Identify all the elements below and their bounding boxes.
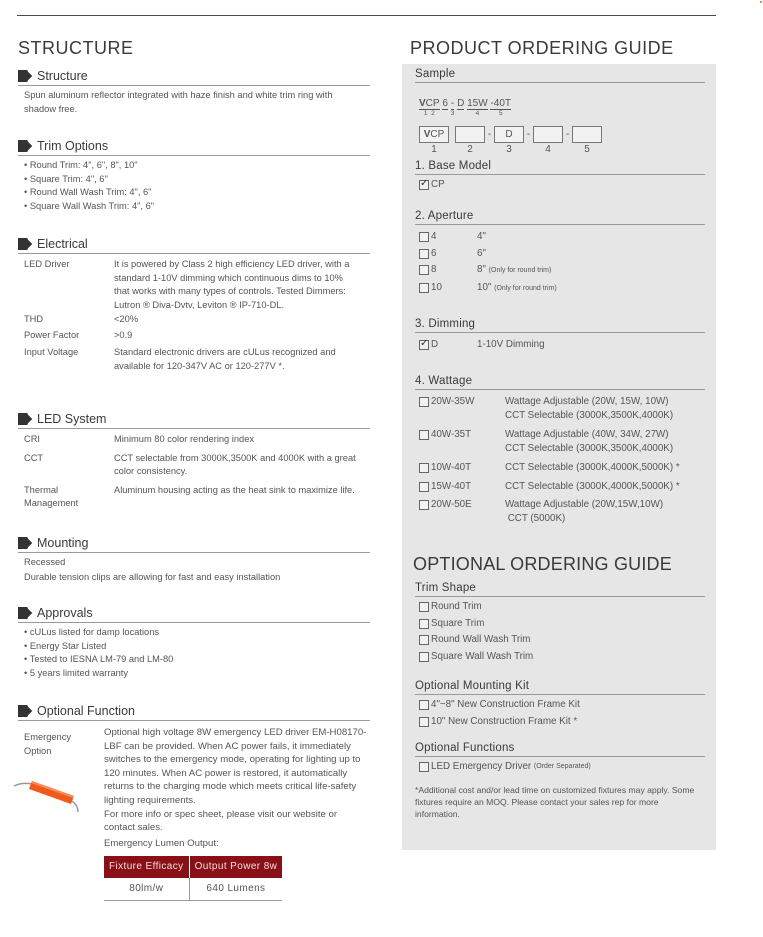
section-header bbox=[18, 535, 370, 553]
code-box-5[interactable] bbox=[572, 126, 602, 156]
option-note: (Order Separated) bbox=[533, 763, 591, 770]
option-label: 4"~8" New Construction Frame Kit bbox=[431, 699, 580, 710]
option-desc: CCT (5000K) bbox=[505, 512, 566, 524]
option-desc: CCT Selectable (3000K,3500K,4000K) bbox=[505, 409, 674, 421]
optional-functions-section bbox=[415, 742, 705, 820]
arrow-right-icon bbox=[18, 537, 34, 549]
section-heading: Mounting bbox=[37, 535, 89, 550]
optional-ordering-guide-title: OPTIONAL ORDERING GUIDE bbox=[413, 554, 672, 574]
section-header bbox=[18, 703, 370, 721]
code-dash: - bbox=[565, 129, 570, 140]
sample-code bbox=[419, 98, 511, 118]
spec-value: Aluminum housing acting as the heat sink to maximize life. bbox=[114, 484, 355, 495]
checkbox-icon[interactable] bbox=[419, 700, 429, 710]
spec-value: <20% bbox=[114, 314, 139, 324]
code-box-2[interactable] bbox=[455, 126, 485, 156]
list-item: • Round Trim: 4", 6", 8", 10" bbox=[24, 159, 370, 173]
trim-shape-option[interactable] bbox=[415, 617, 705, 631]
section-approvals bbox=[18, 605, 370, 680]
option-desc: Wattage Adjustable (20W,15W,10W) bbox=[505, 499, 664, 510]
option-code: D bbox=[431, 339, 439, 350]
option-desc: CCT Selectable (3000K,4000K,5000K) * bbox=[505, 480, 680, 492]
option-label: 10" New Construction Frame Kit * bbox=[431, 715, 578, 727]
code-box-value[interactable]: D bbox=[494, 126, 524, 143]
section-mounting bbox=[18, 535, 370, 585]
option-code: 6 bbox=[431, 247, 437, 259]
wattage-option[interactable] bbox=[415, 461, 705, 475]
structure-text: Spun aluminum reflector integrated with haze finish and white trim ring with shadow free. bbox=[24, 90, 333, 114]
table-row bbox=[104, 878, 282, 900]
checkbox-icon[interactable] bbox=[419, 283, 429, 293]
spec-value: Minimum 80 color rendering index bbox=[114, 434, 255, 444]
spec-key: Input Voltage bbox=[24, 347, 79, 357]
checkbox-icon[interactable] bbox=[419, 463, 429, 473]
section-heading: Structure bbox=[37, 68, 88, 83]
checkbox-checked-icon[interactable] bbox=[419, 340, 429, 350]
option-label: Square Trim bbox=[431, 617, 485, 629]
option-desc: 10" bbox=[477, 281, 492, 293]
trim-shape-option[interactable] bbox=[415, 650, 705, 664]
spec-value: It is powered by Class 2 high efficiency LED driver, with a standard 1-10V dimming which continuous dims to 10% that works with many types of controls. Tested Dimmers: Lutron ® Diva-Dvtv, Leviton ® IP-710-DL. bbox=[114, 259, 350, 310]
mounting-kit-option[interactable] bbox=[415, 715, 705, 729]
section-header bbox=[18, 605, 370, 623]
option-note: (Only for round trim) bbox=[488, 267, 552, 274]
list-item: • Round Wall Wash Trim: 4", 6" bbox=[24, 186, 370, 200]
sample-segment: 6 bbox=[442, 98, 448, 109]
top-divider bbox=[17, 15, 716, 16]
option-desc: 1-10V Dimming bbox=[477, 339, 545, 350]
table-cell-efficacy: 80lm/w bbox=[104, 878, 189, 900]
code-box-number: 2 bbox=[467, 144, 473, 155]
checkbox-icon[interactable] bbox=[419, 635, 429, 645]
checkbox-icon[interactable] bbox=[419, 232, 429, 242]
checkbox-icon[interactable] bbox=[419, 500, 429, 510]
option-code: 8 bbox=[431, 264, 437, 275]
lumen-output-table bbox=[104, 856, 282, 900]
trim-shape-heading: Trim Shape bbox=[415, 582, 705, 597]
section-electrical bbox=[18, 236, 370, 373]
wattage-option[interactable] bbox=[415, 428, 705, 455]
section-header bbox=[18, 138, 370, 156]
arrow-right-icon bbox=[18, 705, 34, 717]
base-model-heading: 1. Base Model bbox=[415, 160, 705, 175]
option-label: Square Wall Wash Trim bbox=[431, 650, 534, 662]
dimming-option[interactable] bbox=[415, 338, 705, 352]
spec-key: Power Factor bbox=[24, 329, 80, 340]
base-model-option[interactable] bbox=[415, 178, 705, 192]
trim-shape-section bbox=[415, 582, 705, 663]
spec-row bbox=[24, 484, 360, 511]
code-box-value[interactable] bbox=[572, 126, 602, 143]
list-item: • Square Trim: 4", 6" bbox=[24, 173, 370, 187]
arrow-right-icon bbox=[18, 140, 34, 152]
checkbox-checked-icon[interactable] bbox=[419, 180, 429, 190]
checkbox-icon[interactable] bbox=[419, 717, 429, 727]
spec-row bbox=[24, 433, 360, 447]
sample-segment: - 3 bbox=[450, 98, 455, 117]
code-dash: - bbox=[526, 129, 531, 140]
wattage-section bbox=[415, 375, 705, 525]
spec-key: CRI bbox=[24, 434, 41, 444]
code-boxes bbox=[419, 126, 602, 156]
code-box-value[interactable] bbox=[533, 126, 563, 143]
aperture-section bbox=[415, 210, 705, 295]
sample-section bbox=[415, 68, 705, 158]
spec-key: Thermal Management bbox=[24, 484, 79, 508]
wattage-heading: 4. Wattage bbox=[415, 375, 705, 390]
arrow-right-icon bbox=[18, 607, 34, 619]
emergency-driver-image bbox=[12, 776, 82, 814]
code-box-1[interactable] bbox=[419, 126, 449, 156]
led-system-specs bbox=[18, 433, 370, 511]
option-desc: CCT Selectable (3000K,4000K,5000K) * bbox=[505, 462, 680, 473]
code-box-4[interactable] bbox=[533, 126, 563, 156]
emergency-description: Optional high voltage 8W emergency LED driver EM-H08170-LBF can be provided. When AC power fails, it immediately switches to the emergency mode, operating for lighting up to 120 minutes. When AC power is restored, it automatically returns to the charging mode which meets critical life-safety lighting requirements. bbox=[104, 727, 367, 806]
optional-function-body bbox=[18, 726, 370, 901]
table-header-row bbox=[104, 856, 282, 878]
section-heading: Approvals bbox=[37, 605, 93, 620]
structure-column bbox=[18, 38, 370, 894]
wattage-option[interactable] bbox=[415, 395, 705, 422]
trim-options-list bbox=[18, 159, 370, 213]
sample-segment: -40T 5 bbox=[490, 98, 512, 117]
spec-row bbox=[24, 313, 360, 327]
dimming-heading: 3. Dimming bbox=[415, 318, 705, 333]
option-code: 10W-40T bbox=[431, 462, 472, 473]
section-header bbox=[18, 411, 370, 429]
mounting-text bbox=[18, 555, 370, 585]
option-note: (Only for round trim) bbox=[494, 284, 557, 292]
spec-row bbox=[24, 452, 360, 479]
structure-title: STRUCTURE bbox=[18, 38, 134, 58]
option-desc: CCT Selectable (3000K,3500K,4000K) bbox=[505, 442, 674, 454]
code-box-value[interactable] bbox=[455, 126, 485, 143]
table-cell-output: 640 Lumens bbox=[189, 878, 282, 900]
code-box-value[interactable]: VCP bbox=[419, 126, 449, 143]
checkbox-icon[interactable] bbox=[419, 397, 429, 407]
aperture-option[interactable] bbox=[415, 247, 705, 261]
sample-segment: VCP 1 2 bbox=[419, 98, 440, 117]
section-led-system bbox=[18, 411, 370, 511]
spec-value: CCT selectable from 3000K,3500K and 4000K with a great color consistency. bbox=[114, 452, 356, 476]
arrow-right-icon bbox=[18, 70, 34, 82]
list-item: • Tested to IESNA LM-79 and LM-80 bbox=[24, 653, 370, 667]
sample-heading: Sample bbox=[415, 68, 705, 83]
spec-key: LED Driver bbox=[24, 259, 70, 269]
spec-row bbox=[24, 346, 360, 373]
lumen-output-label: Emergency Lumen Output: bbox=[104, 837, 219, 849]
sample-segment: D bbox=[457, 98, 465, 109]
spec-key: CCT bbox=[24, 452, 44, 463]
list-item: • 5 years limited warranty bbox=[24, 667, 370, 681]
arrow-right-icon bbox=[18, 238, 34, 250]
option-desc: Wattage Adjustable (20W, 15W, 10W) bbox=[505, 396, 669, 407]
option-code: 4 bbox=[431, 231, 437, 242]
checkbox-icon[interactable] bbox=[419, 265, 429, 275]
mounting-kit-heading: Optional Mounting Kit bbox=[415, 680, 705, 695]
mounting-kit-option[interactable] bbox=[415, 698, 705, 712]
spec-key: THD bbox=[24, 314, 44, 324]
aperture-option[interactable] bbox=[415, 263, 705, 278]
spec-row bbox=[24, 329, 360, 343]
section-header bbox=[18, 236, 370, 254]
table-header-output: Output Power 8w bbox=[189, 856, 282, 878]
aperture-heading: 2. Aperture bbox=[415, 210, 705, 225]
option-desc: 6" bbox=[477, 247, 486, 259]
option-code: 15W-40T bbox=[431, 480, 472, 492]
code-box-number: 3 bbox=[506, 144, 512, 155]
checkbox-icon[interactable] bbox=[419, 482, 429, 492]
section-heading: Optional Function bbox=[37, 703, 135, 718]
optional-functions-heading: Optional Functions bbox=[415, 742, 705, 757]
dimming-section bbox=[415, 318, 705, 352]
section-trim-options bbox=[18, 138, 370, 213]
code-box-number: 4 bbox=[545, 144, 551, 155]
trim-shape-option[interactable] bbox=[415, 633, 705, 647]
ordering-guide-title: PRODUCT ORDERING GUIDE bbox=[410, 38, 674, 58]
spec-row bbox=[24, 258, 360, 312]
table-header-efficacy: Fixture Efficacy bbox=[104, 856, 189, 878]
corner-mark bbox=[760, 1, 762, 3]
sample-segment: 15W 4 bbox=[467, 98, 488, 117]
emergency-option-text bbox=[104, 726, 370, 901]
trim-shape-option[interactable] bbox=[415, 600, 705, 614]
code-box-number: 5 bbox=[584, 144, 590, 155]
list-item: • cULus listed for damp locations bbox=[24, 626, 370, 640]
section-heading: Electrical bbox=[37, 236, 88, 251]
electrical-specs bbox=[18, 258, 370, 373]
option-desc: Wattage Adjustable (40W, 34W, 27W) bbox=[505, 429, 669, 440]
code-box-3[interactable] bbox=[494, 126, 524, 156]
base-model-section bbox=[415, 160, 705, 192]
optional-function-option[interactable] bbox=[415, 760, 705, 774]
code-dash: - bbox=[487, 129, 492, 140]
footnote: *Additional cost and/or lead time on customized fixtures may apply. Some fixtures require an MOQ. Please contact your sales rep for more information. bbox=[415, 785, 695, 819]
section-heading: Trim Options bbox=[37, 138, 109, 153]
section-heading: LED System bbox=[37, 411, 107, 426]
option-code: 20W-35W bbox=[431, 396, 475, 407]
section-header bbox=[18, 68, 370, 86]
checkbox-icon[interactable] bbox=[419, 619, 429, 629]
option-code: 10 bbox=[431, 281, 442, 293]
approvals-list bbox=[18, 626, 370, 680]
mounting-line: Durable tension clips are allowing for fast and easy installation bbox=[24, 572, 281, 582]
mounting-kit-section bbox=[415, 680, 705, 728]
wattage-option[interactable] bbox=[415, 498, 705, 525]
checkbox-icon[interactable] bbox=[419, 249, 429, 259]
option-desc: 8" bbox=[477, 264, 486, 275]
section-structure bbox=[18, 68, 370, 116]
option-code: CP bbox=[431, 179, 445, 190]
spec-value: Standard electronic drivers are cULus recognized and available for 120-347V AC or 120-277V *. bbox=[114, 347, 336, 371]
aperture-option[interactable] bbox=[415, 230, 705, 244]
option-label: LED Emergency Driver bbox=[431, 761, 532, 772]
aperture-option[interactable] bbox=[415, 281, 705, 296]
ordering-guide-panel bbox=[402, 64, 716, 850]
list-item: • Energy Star Listed bbox=[24, 640, 370, 654]
option-label: Round Trim bbox=[431, 601, 482, 612]
option-code: 20W-50E bbox=[431, 499, 472, 510]
emergency-contact-note: For more info or spec sheet, please visit our website or contact sales. bbox=[104, 808, 338, 834]
spec-value: >0.9 bbox=[114, 329, 133, 340]
checkbox-icon[interactable] bbox=[419, 602, 429, 612]
section-optional-function bbox=[18, 703, 370, 901]
list-item: • Square Wall Wash Trim: 4", 6" bbox=[24, 200, 370, 214]
mounting-line: Recessed bbox=[24, 557, 66, 567]
code-box-number: 1 bbox=[431, 144, 437, 155]
checkbox-icon[interactable] bbox=[419, 430, 429, 440]
option-label: Round Wall Wash Trim bbox=[431, 634, 531, 645]
option-desc: 4" bbox=[477, 231, 486, 242]
emergency-option-label: Emergency Option bbox=[24, 732, 72, 756]
wattage-option[interactable] bbox=[415, 480, 705, 494]
option-code: 40W-35T bbox=[431, 429, 472, 440]
checkbox-icon[interactable] bbox=[419, 762, 429, 772]
checkbox-icon[interactable] bbox=[419, 652, 429, 662]
arrow-right-icon bbox=[18, 413, 34, 425]
